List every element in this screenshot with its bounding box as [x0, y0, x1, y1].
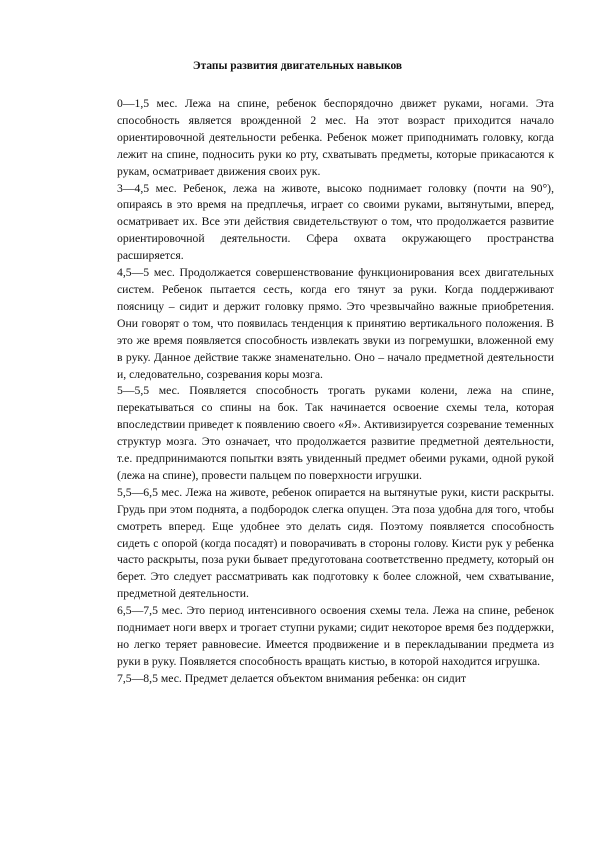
paragraph-6-5-7-5-months: 6,5—7,5 мес. Это период интенсивного освоения схемы тела. Лежа на спине, ребенок поднимает ноги вверх и трогает ступни руками; сидит некоторое время без поддержки, но легко теряет равновесие. Имеется продвижение и в перекладывании предмета из руки в руку. Появляется способность вращать кистью, в которой находится игрушка.: [117, 604, 554, 668]
paragraph-0-1-5-months: 0—1,5 мес. Лежа на спине, ребенок беспорядочно движет руками, ногами. Эта способность является врожденной 2 мес. На этот возраст приходится начало ориентировочной деятельности ребенка. Ребенок может приподнимать головку, когда лежит на спине, подносить руки ко рту, схватывать предметы, которые прикасаются к рукам, осматривает движения своих рук.: [117, 97, 554, 178]
document-body: [117, 96, 554, 688]
paragraph-7-5-8-5-months: 7,5—8,5 мес. Предмет делается объектом внимания ребенка: он сидит: [117, 671, 467, 685]
paragraph-3-4-5-months: 3—4,5 мес. Ребенок, лежа на животе, высоко поднимает головку (почти на 90°), опираясь в это время на предплечья, играет со своими руками, вытянутыми, вперед, осматривает их. Все эти действия свидетельствуют о том, что продолжается развитие ориентировочной деятельности. Сфера охвата окружающего пространства расширяется.: [117, 181, 554, 263]
document-title: Этапы развития двигательных навыков: [192, 60, 403, 72]
paragraph-4-5-5-months: 4,5—5 мес. Продолжается совершенствование функционирования всех двигательных систем. Ребенок пытается сесть, когда его тянут за руки. Когда поддерживают поясницу – сидит и держит головку прямо. Это чрезвычайно важные приобретения. Они говорят о том, что появилась тенденция к принятию вертикального положения. В это же время появляется способность извлекать звуки из погремушки, вложенной ему в руку. Данное действие также знаменательно. Оно – начало предметной деятельности и, следовательно, созревания коры мозга.: [117, 266, 554, 381]
paragraph-5-5-5-months: 5—5,5 мес. Появляется способность трогать руками колени, лежа на спине, перекатываться со спины на бок. Так начинается освоение схемы тела, которая впоследствии приведет к появлению своего «Я». Активизируется созревание теменных структур мозга. Это означает, что продолжается развитие предметной деятельности, т.е. предпринимаются попытки взять увиденный предмет обеими руками, одной рукой (лежа на спине), провести пальцем по поверхности игрушки.: [117, 384, 554, 482]
paragraph-5-5-6-5-months: 5,5—6,5 мес. Лежа на животе, ребенок опирается на вытянутые руки, кисти раскрыты. Грудь при этом поднята, а подбородок слегка опущен. Эта поза удобна для того, чтобы смотреть вперед. Еще удобнее это делать сидя. Поэтому появляется способность сидеть с опорой (когда посадят) и поворачивать в стороны голову. Кисти рук у ребенка часто раскрыты, поза руки бывает предуготована соответственно предмету, который он берет. Это следует рассматривать как подготовку к более сложной, чем схватывание, предметной деятельности.: [117, 485, 554, 601]
